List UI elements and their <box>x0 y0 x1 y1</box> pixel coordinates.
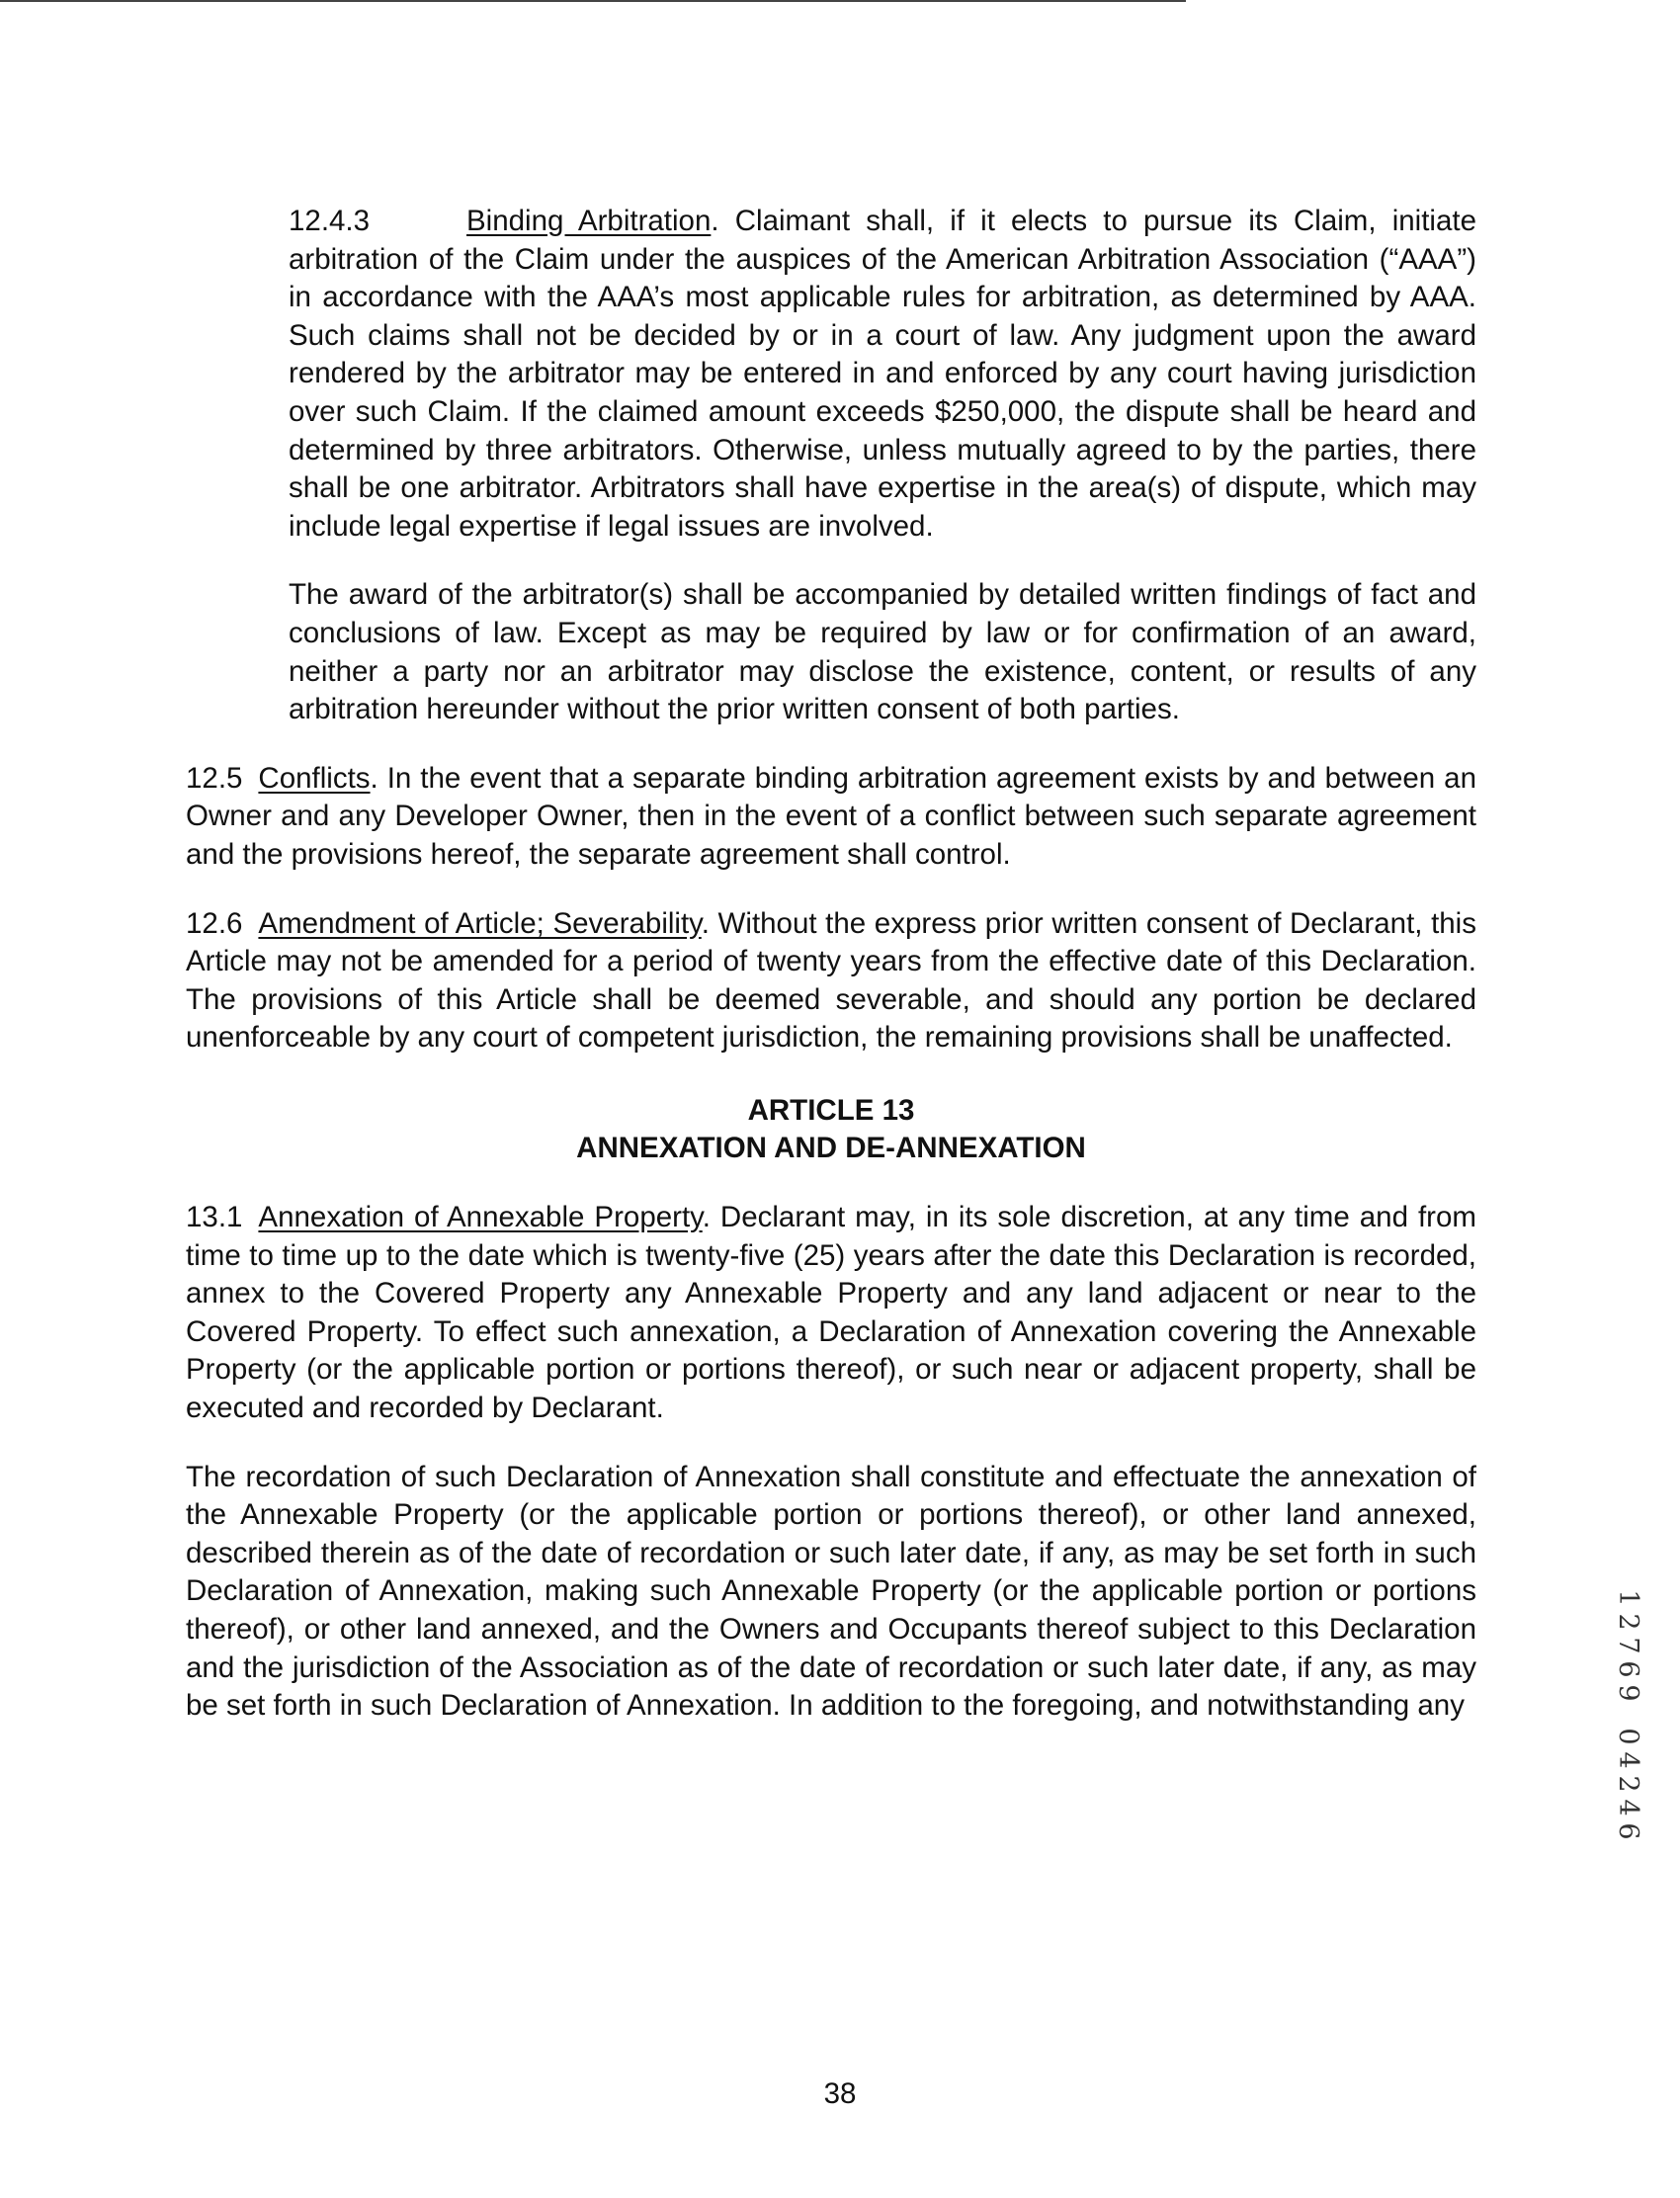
section-body: . Claimant shall, if it elects to pursue its Claim, initiate arbitration of the Claim under the auspices of the American Arbitration Association (“AAA”) in accordance with the AAA’s most applicable rules for arbitration, as determined by AAA. Such claims shall not be decided by or in a court of law. Any judgment upon the award rendered by the arbitrator may be entered in and enforced by any court having jurisdiction over such Claim. If the claimed amount exceeds $250,000, the dispute shall be heard and determined by three arbitrators. Otherwise, unless mutually agreed to by the parties, there shall be one arbitrator. Arbitrators shall have expertise in the area(s) of dispute, which may include legal expertise if legal issues are involved. <box>289 205 1476 543</box>
stamp-digit: 9 <box>1613 1684 1643 1702</box>
section-heading: Conflicts <box>258 761 371 795</box>
stamp-digit: 4 <box>1613 1751 1643 1769</box>
stamp-digit: 6 <box>1613 1660 1643 1678</box>
stamp-digit: 6 <box>1613 1822 1643 1840</box>
section-number: 12.6 <box>186 906 243 940</box>
recording-stamp <box>1614 1586 1641 1843</box>
section-12-5 <box>186 760 1476 875</box>
section-12-6 <box>186 905 1476 1057</box>
document-page <box>186 203 1476 1726</box>
article-heading <box>186 1092 1476 1168</box>
section-13-1 <box>186 1199 1476 1428</box>
section-heading: Annexation of Annexable Property <box>258 1201 703 1234</box>
section-12-4-3 <box>289 203 1476 546</box>
section-heading: Amendment of Article; Severability <box>258 906 702 940</box>
section-number: 12.5 <box>186 761 243 795</box>
section-13-1-paragraph-2: The recordation of such Declaration of Annexation shall constitute and effectuate the annexation of the Annexable Property (or the applicable portion or portions thereof), or other land annexed, described therein as of the date of recordation or such later date, if any, as may be set forth in such Declaration of Annexation, making such Annexable Property (or the applicable portion or portions thereof), or other land annexed, and the Owners and Occupants thereof subject to this Declaration and the jurisdiction of the Association as of the date of recordation or such later date, if any, as may be set forth in such Declaration of Annexation. In addition to the foregoing, and notwithstanding any <box>186 1460 1476 1723</box>
section-body: . Without the express prior written consent of Declarant, this Article may not be amended for a period of twenty years from the effective date of this Declaration. The provisions of this Article shall be deemed severable, and should any portion be declared unenforceable by any court of competent jurisdiction, the remaining provisions shall be unaffected. <box>186 906 1476 1055</box>
stamp-digit: 7 <box>1613 1637 1643 1654</box>
section-body: . In the event that a separate binding arbitration agreement exists by and between an Owner and any Developer Owner, then in the event of a conflict between such separate agreement and the provisions hereof, the separate agreement shall control. <box>186 761 1476 871</box>
top-scan-rule <box>0 0 1186 2</box>
article-subtitle: ANNEXATION AND DE-ANNEXATION <box>576 1132 1086 1165</box>
stamp-digit: 2 <box>1613 1775 1643 1793</box>
stamp-digit: 1 <box>1613 1589 1643 1607</box>
stamp-digit: 4 <box>1613 1799 1643 1817</box>
stamp-digit: 0 <box>1613 1728 1643 1745</box>
page-number: 38 <box>823 2077 857 2110</box>
section-body: . Declarant may, in its sole discretion, at any time and from time to time up to the date which is twenty-five (25) years after the date this Declaration is recorded, annex to the Covered Property any Annexable Property and any land adjacent or near to the Covered Property. To effect such annexation, a Declaration of Annexation covering the Annexable Property (or the applicable portion or portions thereof), or such near or adjacent property, shall be executed and recorded by Declarant. <box>186 1201 1476 1425</box>
article-title: ARTICLE 13 <box>747 1093 915 1127</box>
section-heading: Binding Arbitration <box>466 205 712 237</box>
section-number: 13.1 <box>186 1201 243 1234</box>
stamp-digit: 2 <box>1613 1613 1643 1631</box>
section-12-4-3-paragraph-2: The award of the arbitrator(s) shall be accompanied by detailed written findings of fact and conclusions of law. Except as may be required by law or for confirmation of an award, neither a party nor an arbitrator may disclose the existence, content, or results of any arbitration hereunder without the prior written consent of both parties. <box>289 578 1476 726</box>
section-number: 12.4.3 <box>289 205 371 237</box>
